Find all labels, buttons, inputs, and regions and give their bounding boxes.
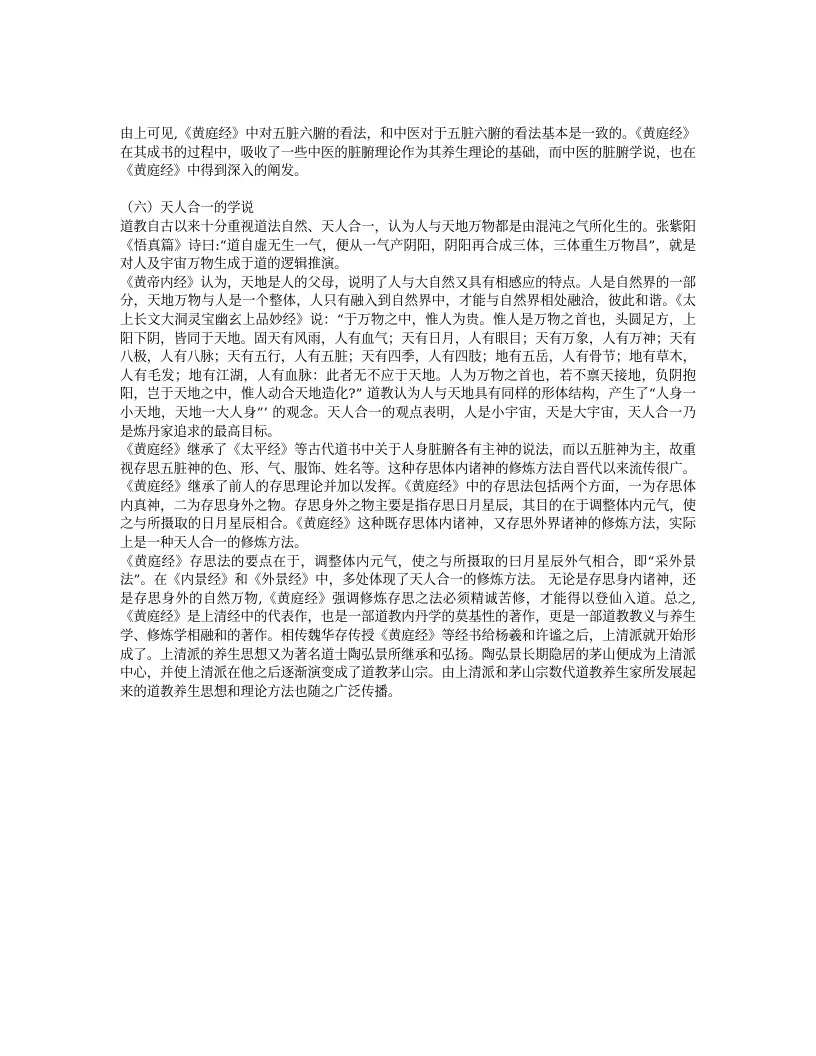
document-page bbox=[120, 126, 696, 702]
intro-paragraph: 由上可见,《黄庭经》中对五脏六腑的看法，和中医对于五脏六腑的看法基本是一致的。《黄庭经》在其成书的过程中，吸收了一些中医的脏腑理论作为其养生理论的基础，而中医的脏腑学说，也在《黄庭经》中得到深入的阐发。 bbox=[120, 127, 696, 180]
section-heading: （六）天人合一的学说 bbox=[120, 201, 254, 217]
body-paragraph-huangdi-neijing: 《黄帝内经》认为，天地是人的父母，说明了人与大自然又具有相感应的特点。人是自然界的一部分，天地万物与人是一个整体，人只有融入到自然界中，才能与自然界相处融洽，彼此和谐。《太上长文大洞灵宝幽玄上品妙经》说：“于万物之中，惟人为贵。惟人是万物之首也，头圆足方，上阳下阴，皆同于天地。固天有风雨，人有血气；天有日月，人有眼目；天有万象，人有万神；天有八极，人有八脉；天有五行，人有五脏；天有四季，人有四肢；地有五岳，人有骨节；地有草木，人有毛发；地有江湖，人有血脉：此者无不应于天地。人为万物之首也，若不禀天接地，负阴抱阳，岂于天地之中，惟人动合天地造化?” 道教认为人与天地具有同样的形体结构，产生了“人身一小天地，天地一大人身”’ 的观念。天人合一的观点表明，人是小宇宙，天是大宇宙，天人合一乃是炼丹家追求的最高目标。 bbox=[120, 275, 696, 440]
body-paragraph-cunsi-method: 《黄庭经》继承了《太平经》等古代道书中关于人身脏腑各有主神的说法，而以五脏神为主，故重视存思五脏神的色、形、气、服饰、姓名等。这种存思体内诸神的修炼方法自晋代以来流传很广。《黄庭经》继承了前人的存思理论并加以发挥。《黄庭经》中的存思法包括两个方面，一为存思体内真神，二为存思身外之物。存思身外之物主要是指存思日月星辰，其目的在于调整体内元气，使之与所摄取的日月星辰相合。《黄庭经》这种既存思体内诸神，又存思外界诸神的修炼方法，实际上是一种天人合一的修炼方法。 bbox=[120, 443, 696, 552]
body-paragraph-dao-origin: 道教自古以来十分重视道法自然、天人合一，认为人与天地万物都是由混沌之气所化生的。张紫阳《悟真篇》诗曰:“道自虚无生一气，便从一气产阴阳，阴阳再合成三体，三体重生万物昌”，就是对人及宇宙万物生成于道的逻辑推演。 bbox=[120, 219, 696, 273]
paragraph-gap bbox=[120, 182, 696, 201]
body-paragraph-shangqing-school: 《黄庭经》存思法的要点在于，调整体内元气，使之与所摄取的曰月星辰外气相合，即“采外景法”。在《内景经》和《外景经》中，多处体现了天人合一的修炼方法。 无论是存思身内诸神，还是存思身外的自然万物,《黄庭经》强调修炼存思之法必须精诚苦修，才能得以登仙入道。总之,《黄庭经》是上清经中的代表作，也是一部道教内丹学的莫基性的著作，更是一部道教教义与养生学、修炼学相融和的著作。相传魏华存传授《黄庭经》等经书给杨羲和许谧之后，上清派就开始形成了。上清派的养生思想又为著名道士陶弘景所继承和弘扬。陶弘景长期隐居的茅山便成为上清派中心，并使上清派在他之后逐渐演变成了道教茅山宗。由上清派和茅山宗数代道教养生家所发展起来的道教养生思想和理论方法也随之广泛传播。 bbox=[120, 554, 696, 700]
